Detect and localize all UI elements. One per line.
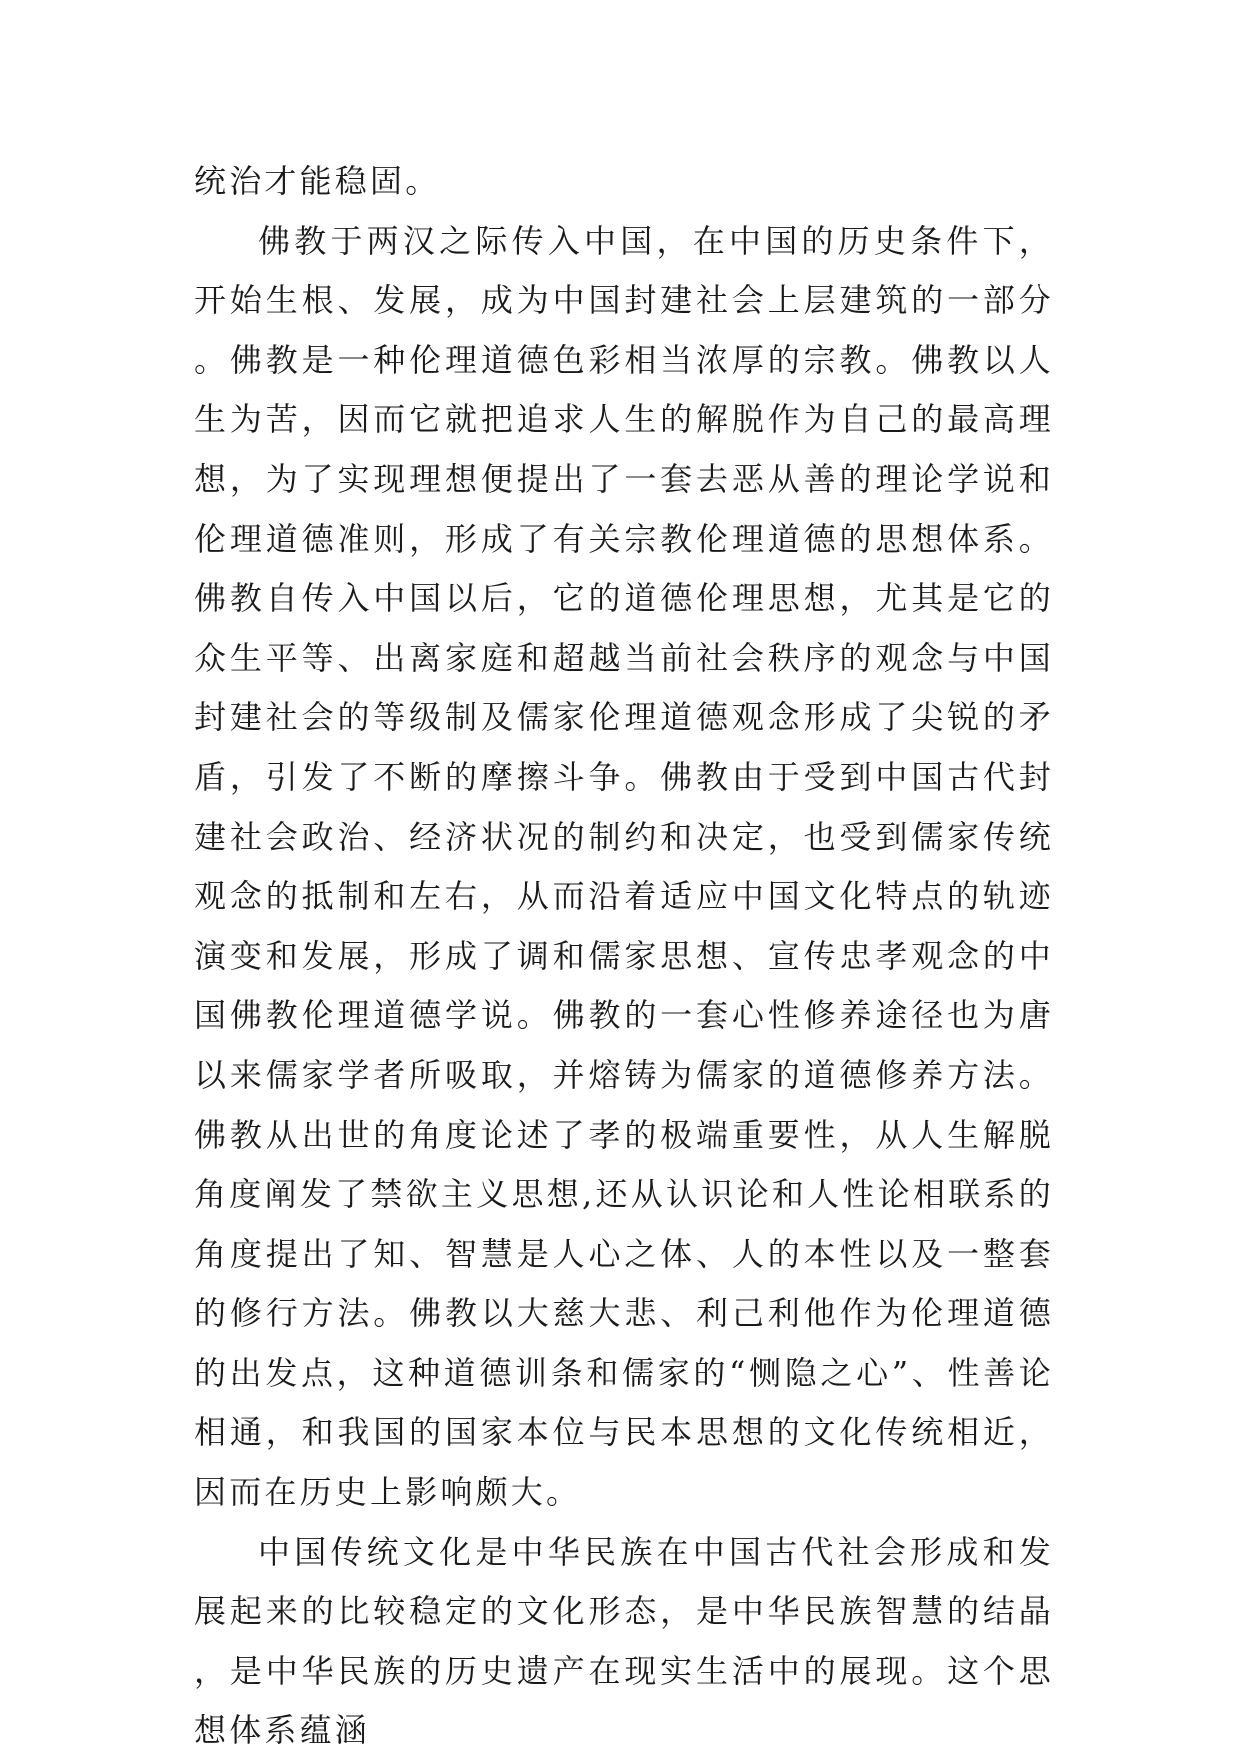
document-body — [194, 152, 1054, 1761]
paragraph-1: 统治才能稳固。 — [194, 162, 441, 200]
paragraph-2: 佛教于两汉之际传入中国，在中国的历史条件下，开始生根、发展，成为中国封建社会上层建筑的一部分。佛教是一种伦理道德色彩相当浓厚的宗教。佛教以人生为苦，因而它就把追求人生的解脱作为自己的最高理想，为了实现理想便提出了一套去恶从善的理论学说和伦理道德准则，形成了有关宗教伦理道德的思想体系。佛教自传入中国以后，它的道德伦理思想，尤其是它的众生平等、出离家庭和超越当前社会秩序的观念与中国封建社会的等级制及儒家伦理道德观念形成了尖锐的矛盾，引发了不断的摩擦斗争。佛教由于受到中国古代封建社会政治、经济状况的制约和决定，也受到儒家传统观念的抵制和左右，从而沿着适应中国文化特点的轨迹演变和发展，形成了调和儒家思想、宣传忠孝观念的中国佛教伦理道德学说。佛教的一套心性修养途径也为唐以来儒家学者所吸取，并熔铸为儒家的道德修养方法。佛教从出世的角度论述了孝的极端重要性，从人生解脱角度阐发了禁欲主义思想,还从认识论和人性论相联系的角度提出了知、智慧是人心之体、人的本性以及一整套的修行方法。佛教以大慈大悲、利己利他作为伦理道德的出发点，这种道德训条和儒家的“恻隐之心”、性善论相通，和我国的国家本位与民本思想的文化传统相近，因而在历史上影响颇大。 — [194, 221, 1054, 1512]
paragraph-3: 中国传统文化是中华民族在中国古代社会形成和发展起来的比较稳定的文化形态，是中华民族智慧的结晶，是中华民族的历史遗产在现实生活中的展现。这个思想体系蕴涵 — [194, 1532, 1054, 1750]
